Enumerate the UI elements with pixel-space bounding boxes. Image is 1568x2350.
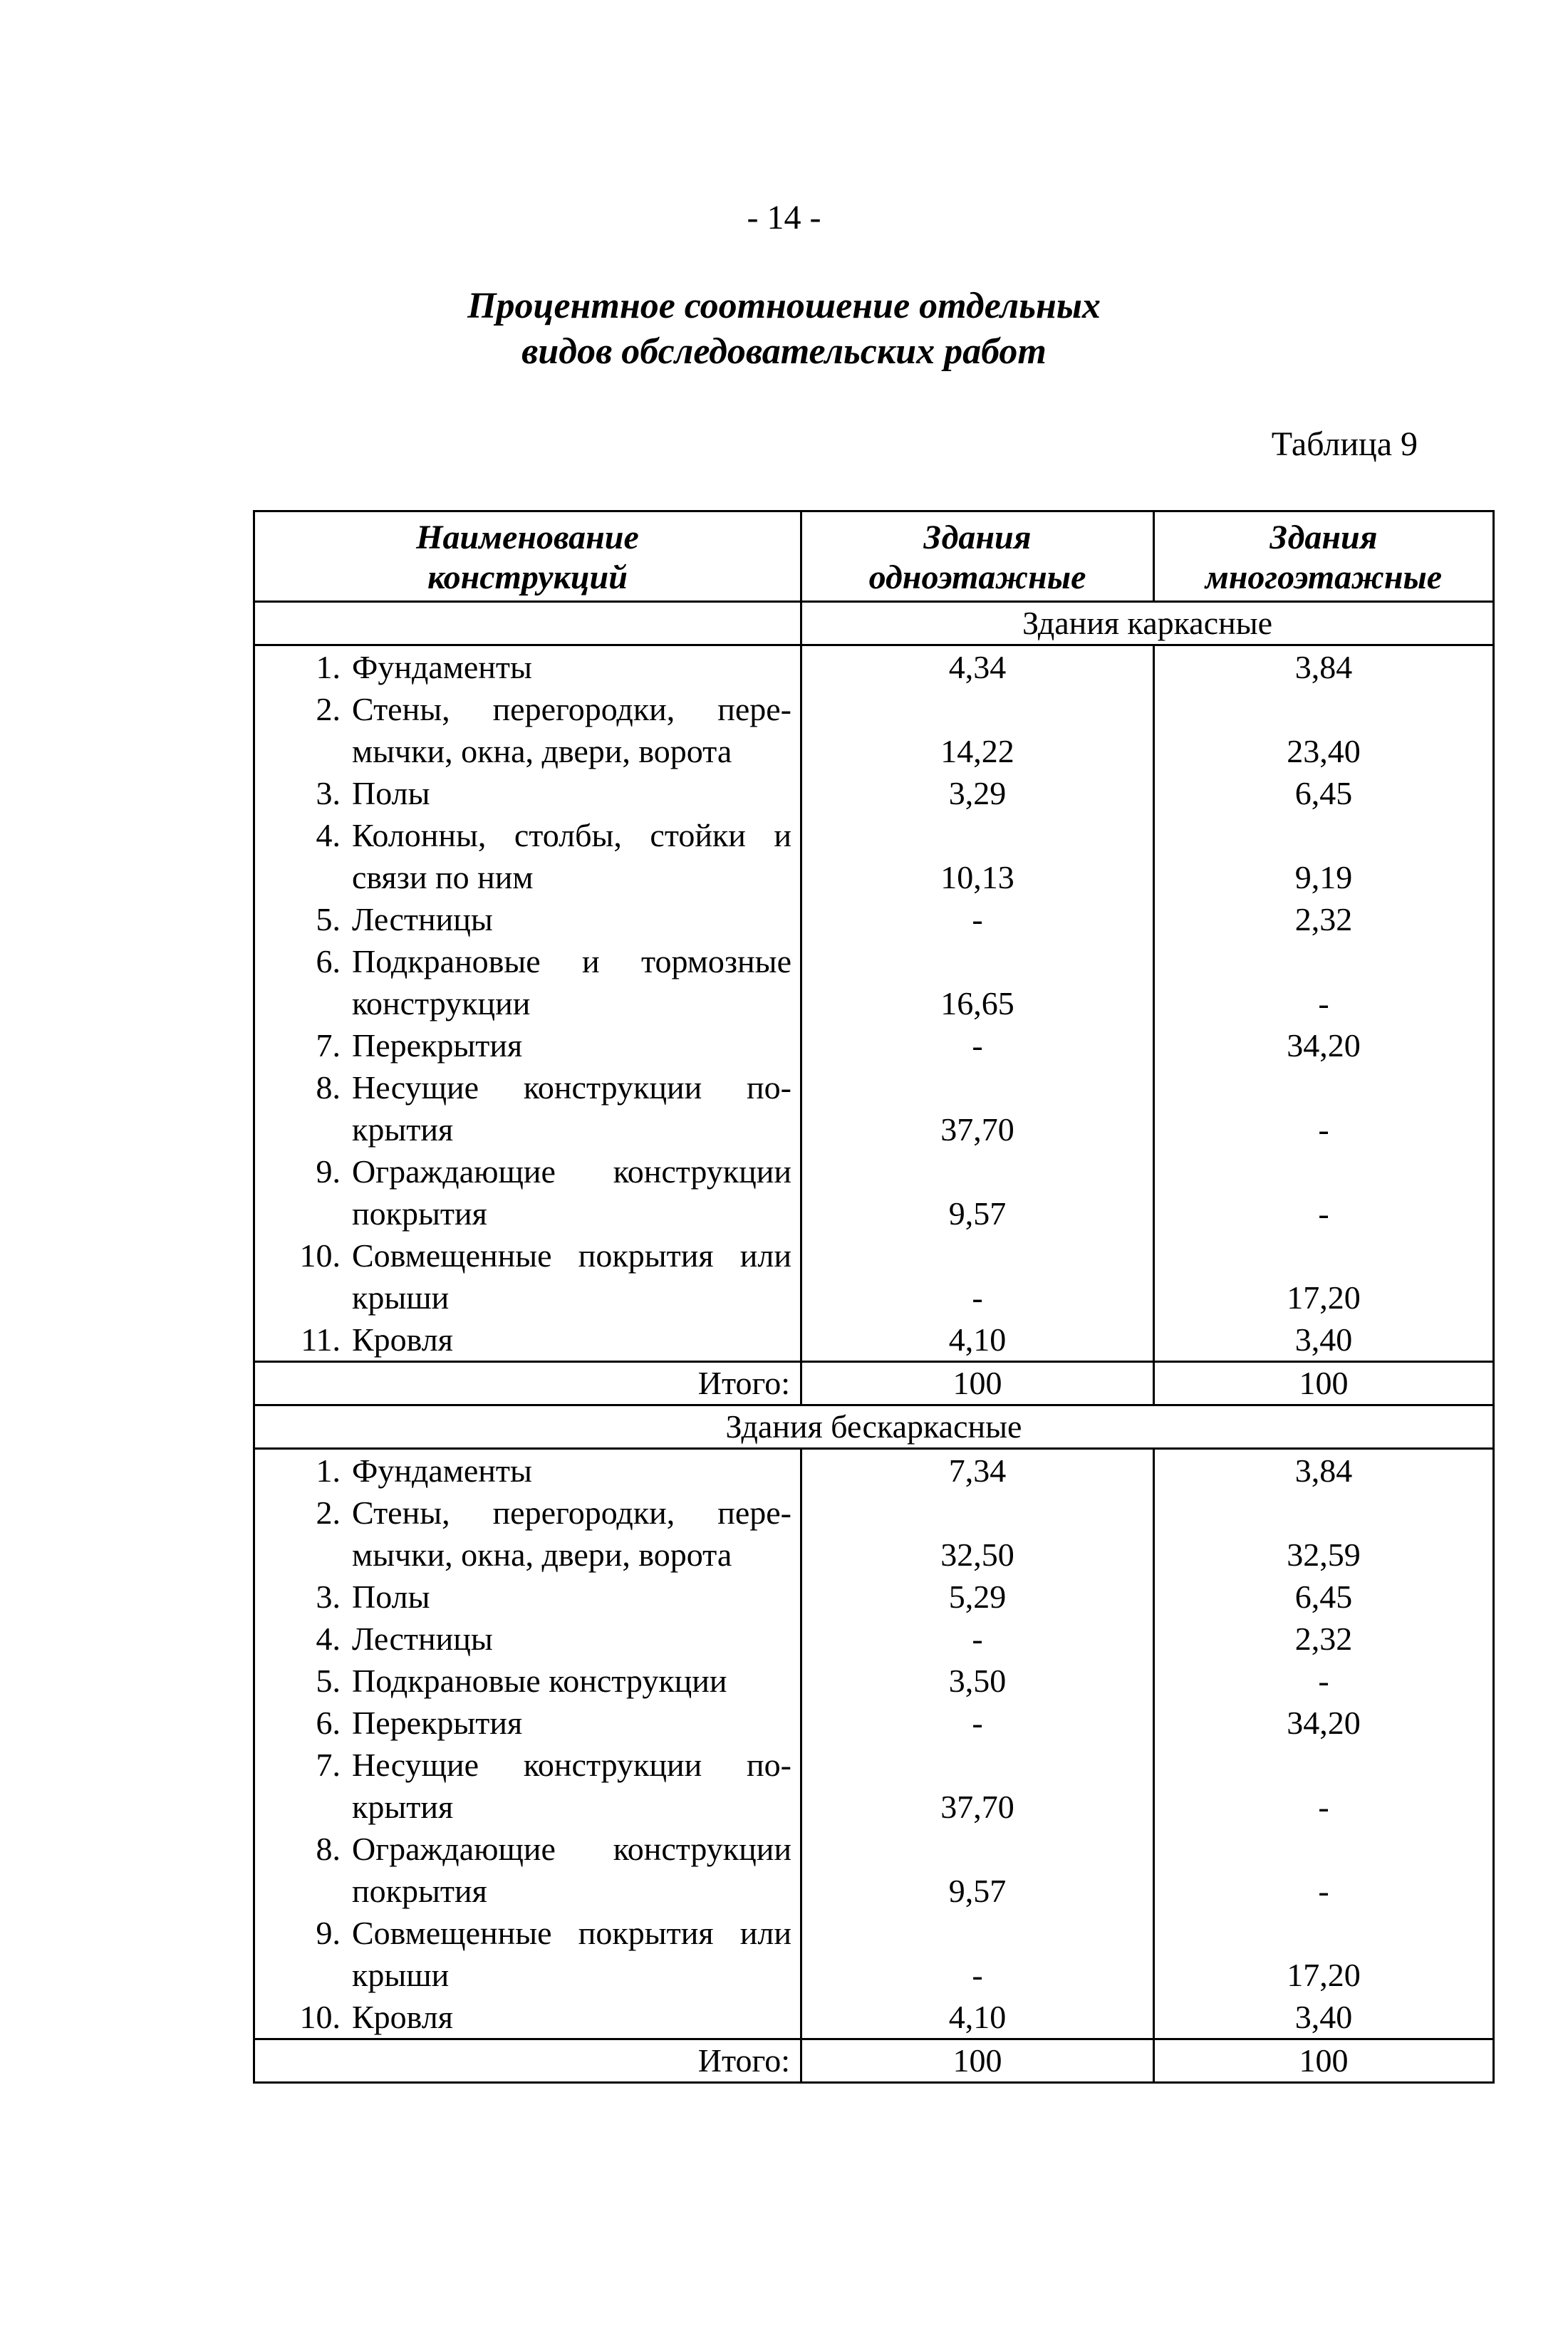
construction-name [255, 1828, 791, 1870]
title-line-2: видов обследовательских работ [521, 331, 1047, 372]
multi-storey-value: - [1154, 982, 1494, 1024]
table-header-row [254, 511, 1494, 602]
table-row [254, 1108, 1494, 1150]
item-text: Несущие конструкции по- [352, 1069, 791, 1106]
item-text: крытия [352, 1111, 454, 1148]
table-row [254, 1828, 1494, 1870]
item-text: Колонны, столбы, стойки и [352, 817, 791, 853]
single-storey-value [801, 1234, 1154, 1277]
construction-name [255, 1912, 791, 1954]
item-number: 10. [299, 1999, 341, 2035]
construction-name-cell [254, 1277, 801, 1319]
item-number: 3. [316, 775, 341, 811]
single-storey-value [801, 1744, 1154, 1786]
construction-name-cell [254, 688, 801, 730]
item-text: Несущие конструкции по- [352, 1747, 791, 1783]
item-number: 7. [316, 1747, 341, 1783]
construction-name-cell [254, 1744, 801, 1786]
construction-name-cell [254, 1024, 801, 1066]
construction-name-cell [254, 1319, 801, 1362]
multi-storey-value: - [1154, 1786, 1494, 1828]
item-number: 9. [316, 1153, 341, 1190]
construction-name-cell [254, 730, 801, 772]
construction-name-cell [254, 772, 801, 814]
multi-storey-value: 23,40 [1154, 730, 1494, 772]
table-row [254, 645, 1494, 689]
total-single-storey: 100 [801, 1362, 1154, 1405]
header-multi-storey: Здания многоэтажные [1154, 511, 1494, 602]
multi-storey-value: 6,45 [1154, 772, 1494, 814]
table-row [254, 1066, 1494, 1108]
construction-name-cell [254, 1492, 801, 1534]
table-row [254, 1024, 1494, 1066]
construction-name [255, 688, 791, 730]
multi-storey-value: 34,20 [1154, 1702, 1494, 1744]
table-row [254, 1996, 1494, 2039]
multi-storey-value: - [1154, 1108, 1494, 1150]
item-number [255, 1786, 352, 1828]
item-text: покрытия [352, 1195, 487, 1232]
construction-name-cell [254, 1702, 801, 1744]
construction-name [255, 1319, 791, 1361]
single-storey-value: - [801, 1618, 1154, 1660]
single-storey-value: - [801, 898, 1154, 940]
multi-storey-value: 3,40 [1154, 1996, 1494, 2039]
single-storey-value: 37,70 [801, 1786, 1154, 1828]
item-number: 2. [316, 691, 341, 727]
table-row [254, 1277, 1494, 1319]
item-number: 5. [316, 1663, 341, 1699]
construction-name [255, 1024, 791, 1066]
total-single-storey: 100 [801, 2039, 1154, 2083]
construction-name-cell [254, 1828, 801, 1870]
item-number: 6. [316, 1705, 341, 1741]
item-number: 9. [316, 1915, 341, 1951]
item-number: 5. [316, 901, 341, 937]
table-row [254, 940, 1494, 982]
single-storey-value [801, 814, 1154, 856]
item-text: Перекрытия [352, 1027, 523, 1064]
multi-storey-value [1154, 1912, 1494, 1954]
multi-storey-value: 34,20 [1154, 1024, 1494, 1066]
item-text: Кровля [352, 1999, 453, 2035]
construction-name-cell [254, 1576, 801, 1618]
item-number: 4. [316, 1621, 341, 1657]
construction-name-cell [254, 1192, 801, 1234]
multi-storey-value: 17,20 [1154, 1954, 1494, 1996]
construction-name [255, 856, 791, 898]
construction-name [255, 1192, 791, 1234]
item-number: 7. [316, 1027, 341, 1064]
single-storey-value [801, 1066, 1154, 1108]
multi-storey-value: 2,32 [1154, 898, 1494, 940]
construction-name [255, 1786, 791, 1828]
construction-name-cell [254, 1449, 801, 1492]
single-storey-value: 5,29 [801, 1576, 1154, 1618]
construction-name [255, 940, 791, 982]
item-text: Стены, перегородки, пере- [352, 691, 791, 727]
table-body [254, 602, 1494, 2083]
item-number [255, 1108, 352, 1150]
item-text: Перекрытия [352, 1705, 523, 1741]
single-storey-value [801, 1150, 1154, 1192]
item-text: Полы [352, 775, 430, 811]
section-header-row [254, 1405, 1494, 1449]
single-storey-value: 3,50 [801, 1660, 1154, 1702]
multi-storey-value: - [1154, 1660, 1494, 1702]
construction-name [255, 1108, 791, 1150]
construction-name [255, 1870, 791, 1912]
item-text: Кровля [352, 1321, 453, 1358]
item-text: Подкрановые конструкции [352, 1663, 727, 1699]
construction-name-cell [254, 1150, 801, 1192]
table-container [253, 510, 1492, 2084]
construction-name [255, 730, 791, 772]
single-storey-value: 9,57 [801, 1192, 1154, 1234]
table-row [254, 1150, 1494, 1192]
table-row [254, 772, 1494, 814]
table-row [254, 856, 1494, 898]
single-storey-value [801, 1912, 1154, 1954]
item-text: Лестницы [352, 1621, 493, 1657]
table-row [254, 1576, 1494, 1618]
total-label: Итого: [254, 1362, 801, 1405]
single-storey-value: 10,13 [801, 856, 1154, 898]
item-number: 8. [316, 1831, 341, 1867]
construction-name [255, 646, 791, 688]
single-storey-value: 9,57 [801, 1870, 1154, 1912]
item-text: крыши [352, 1279, 450, 1316]
multi-storey-value [1154, 1492, 1494, 1534]
construction-name-cell [254, 1786, 801, 1828]
item-text: конструкции [352, 985, 531, 1021]
multi-storey-value: 3,40 [1154, 1319, 1494, 1362]
single-storey-value: 37,70 [801, 1108, 1154, 1150]
table-row [254, 730, 1494, 772]
item-number [255, 856, 352, 898]
single-storey-value [801, 1492, 1154, 1534]
header-construction-name: Наименование конструкций [254, 511, 801, 602]
construction-name [255, 1234, 791, 1277]
multi-storey-value: - [1154, 1870, 1494, 1912]
item-number [255, 730, 352, 772]
table-row [254, 1954, 1494, 1996]
table-row [254, 1912, 1494, 1954]
single-storey-value [801, 1828, 1154, 1870]
table-row [254, 1870, 1494, 1912]
table-row [254, 1660, 1494, 1702]
item-number [255, 1192, 352, 1234]
item-text: крытия [352, 1789, 454, 1825]
multi-storey-value: 9,19 [1154, 856, 1494, 898]
multi-storey-value [1154, 1150, 1494, 1192]
construction-name [255, 1954, 791, 1996]
construction-name [255, 1492, 791, 1534]
construction-name [255, 1576, 791, 1618]
multi-storey-value: 3,84 [1154, 1449, 1494, 1492]
table-row [254, 1319, 1494, 1362]
construction-name-cell [254, 1870, 801, 1912]
single-storey-value [801, 940, 1154, 982]
single-storey-value [801, 688, 1154, 730]
item-text: Ограждающие конструкции [352, 1153, 791, 1190]
construction-name-cell [254, 1912, 801, 1954]
title-line-1: Процентное соотношение отдельных [467, 286, 1101, 326]
single-storey-value: - [801, 1954, 1154, 1996]
construction-name-cell [254, 1660, 801, 1702]
total-multi-storey: 100 [1154, 1362, 1494, 1405]
single-storey-value: 32,50 [801, 1534, 1154, 1576]
item-number: 11. [301, 1321, 341, 1358]
multi-storey-value [1154, 814, 1494, 856]
item-number [255, 1534, 352, 1576]
total-multi-storey: 100 [1154, 2039, 1494, 2083]
total-row [254, 1362, 1494, 1405]
table-row [254, 1449, 1494, 1492]
item-number: 1. [316, 649, 341, 685]
table-row [254, 1702, 1494, 1744]
construction-name-cell [254, 1954, 801, 1996]
item-text: Ограждающие конструкции [352, 1831, 791, 1867]
item-text: мычки, окна, двери, ворота [352, 1537, 732, 1573]
document-title [0, 284, 1568, 375]
item-text: Полы [352, 1579, 430, 1615]
item-number [255, 1954, 352, 1996]
survey-works-table [253, 510, 1495, 2084]
multi-storey-value: 6,45 [1154, 1576, 1494, 1618]
item-number: 2. [316, 1494, 341, 1531]
construction-name-cell [254, 1534, 801, 1576]
item-number: 8. [316, 1069, 341, 1106]
construction-name [255, 1066, 791, 1108]
construction-name-cell [254, 898, 801, 940]
construction-name-cell [254, 856, 801, 898]
table-row [254, 982, 1494, 1024]
page-number: - 14 - [747, 199, 821, 236]
multi-storey-value: - [1154, 1192, 1494, 1234]
construction-name [255, 1996, 791, 2038]
multi-storey-value [1154, 1744, 1494, 1786]
multi-storey-value [1154, 1066, 1494, 1108]
table-row [254, 1534, 1494, 1576]
single-storey-value: - [801, 1277, 1154, 1319]
multi-storey-value: 3,84 [1154, 645, 1494, 689]
single-storey-value: 4,10 [801, 1319, 1154, 1362]
construction-name [255, 1534, 791, 1576]
construction-name-cell [254, 1066, 801, 1108]
table-row [254, 898, 1494, 940]
table-row [254, 1192, 1494, 1234]
single-storey-value: 14,22 [801, 730, 1154, 772]
item-text: связи по ним [352, 859, 534, 895]
item-number: 10. [299, 1237, 341, 1274]
multi-storey-value [1154, 940, 1494, 982]
table-row [254, 688, 1494, 730]
item-text: Лестницы [352, 901, 493, 937]
item-text: мычки, окна, двери, ворота [352, 733, 732, 769]
item-number [255, 982, 352, 1024]
single-storey-value: - [801, 1702, 1154, 1744]
multi-storey-value: 17,20 [1154, 1277, 1494, 1319]
construction-name [255, 1450, 791, 1492]
table-row [254, 1618, 1494, 1660]
total-label: Итого: [254, 2039, 801, 2083]
item-text: Совмещенные покрытия или [352, 1915, 791, 1951]
item-text: Фундаменты [352, 1452, 532, 1489]
table-label: Таблица 9 [1271, 425, 1418, 463]
section-title: Здания каркасные [801, 602, 1494, 645]
multi-storey-value [1154, 688, 1494, 730]
table-row [254, 1744, 1494, 1786]
total-row [254, 2039, 1494, 2083]
single-storey-value: 4,10 [801, 1996, 1154, 2039]
construction-name-cell [254, 1618, 801, 1660]
construction-name [255, 898, 791, 940]
item-text: покрытия [352, 1873, 487, 1909]
construction-name [255, 1618, 791, 1660]
table-row [254, 814, 1494, 856]
multi-storey-value [1154, 1234, 1494, 1277]
single-storey-value: 16,65 [801, 982, 1154, 1024]
table-row [254, 1492, 1494, 1534]
construction-name [255, 982, 791, 1024]
single-storey-value: 7,34 [801, 1449, 1154, 1492]
construction-name [255, 1660, 791, 1702]
table-row [254, 1786, 1494, 1828]
section-header-row [254, 602, 1494, 645]
single-storey-value: 3,29 [801, 772, 1154, 814]
section-title: Здания бескаркасные [254, 1405, 1494, 1449]
multi-storey-value [1154, 1828, 1494, 1870]
construction-name [255, 1702, 791, 1744]
multi-storey-value: 32,59 [1154, 1534, 1494, 1576]
single-storey-value: 4,34 [801, 645, 1154, 689]
construction-name-cell [254, 645, 801, 689]
item-number: 3. [316, 1579, 341, 1615]
item-text: Совмещенные покрытия или [352, 1237, 791, 1274]
construction-name-cell [254, 940, 801, 982]
construction-name [255, 1150, 791, 1192]
construction-name-cell [254, 1108, 801, 1150]
construction-name-cell [254, 1234, 801, 1277]
construction-name-cell [254, 1996, 801, 2039]
item-text: Фундаменты [352, 649, 532, 685]
construction-name [255, 772, 791, 814]
construction-name [255, 814, 791, 856]
table-row [254, 1234, 1494, 1277]
item-number: 4. [316, 817, 341, 853]
construction-name-cell [254, 982, 801, 1024]
construction-name [255, 1744, 791, 1786]
construction-name [255, 1277, 791, 1319]
item-number: 6. [316, 943, 341, 979]
item-number [255, 1870, 352, 1912]
item-number [255, 1277, 352, 1319]
construction-name-cell [254, 814, 801, 856]
section-spacer-cell [254, 602, 801, 645]
item-text: Стены, перегородки, пере- [352, 1494, 791, 1531]
item-text: Подкрановые и тормозные [352, 943, 791, 979]
item-number: 1. [316, 1452, 341, 1489]
item-text: крыши [352, 1957, 450, 1993]
header-single-storey: Здания одноэтажные [801, 511, 1154, 602]
multi-storey-value: 2,32 [1154, 1618, 1494, 1660]
single-storey-value: - [801, 1024, 1154, 1066]
